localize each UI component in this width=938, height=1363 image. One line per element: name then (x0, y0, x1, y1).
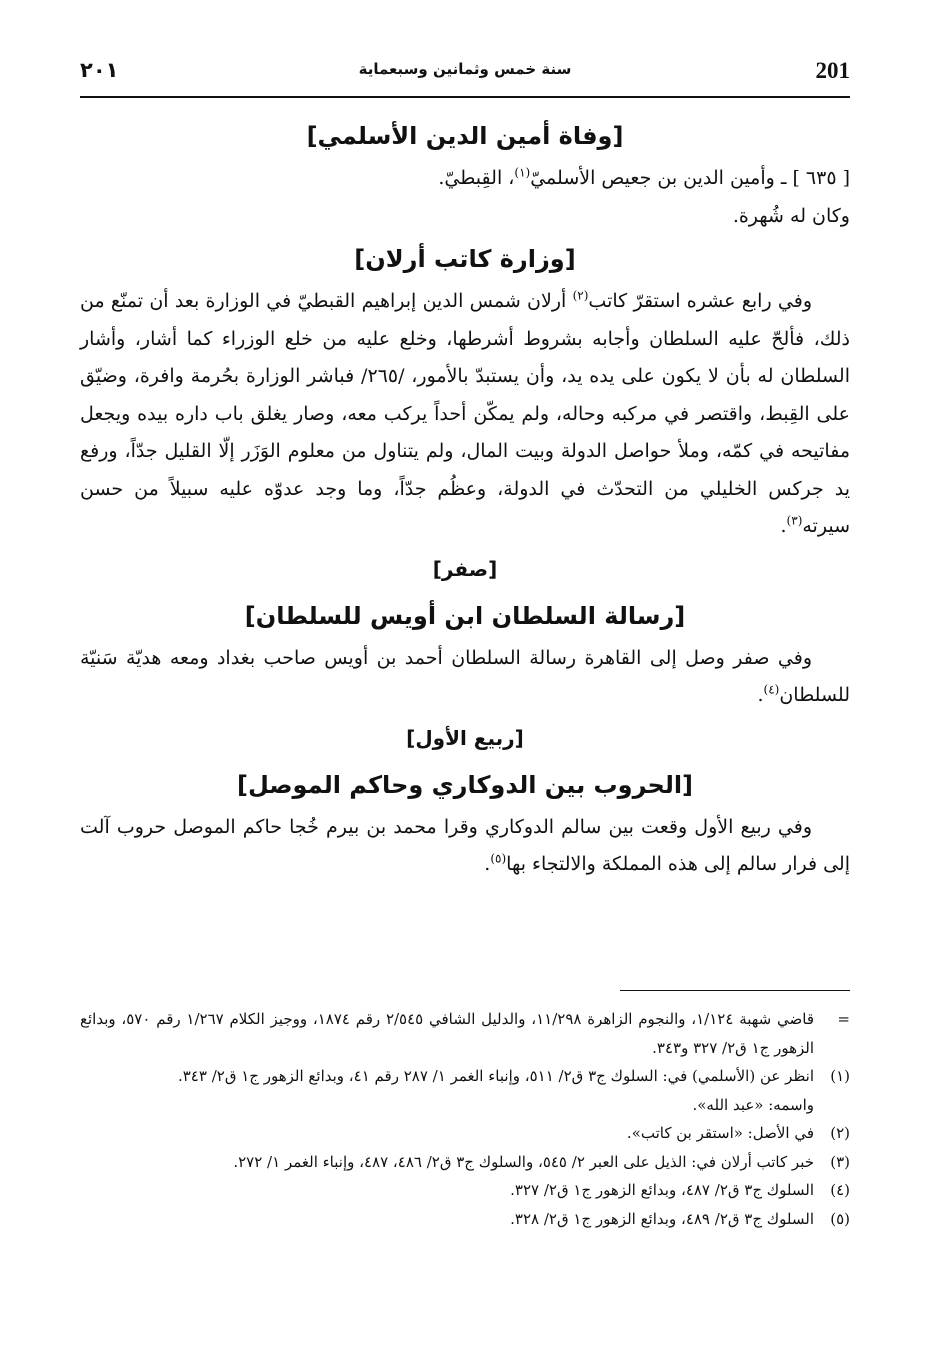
footnote-text: في الأصل: «استقر بن كاتب». (626, 1124, 814, 1142)
footnote-mark: (٤) (830, 1181, 850, 1199)
letter-text: وفي صفر وصل إلى القاهرة رسالة السلطان أحمد بن أويس صاحب بغداد ومعه هديّة سَنيّة للسلطان (80, 646, 850, 706)
footnote-mark: (٣) (830, 1152, 850, 1171)
footnote-mark: (٥) (830, 1209, 850, 1228)
page-number-latin: 201 (815, 58, 850, 83)
vizierate-text-a: وفي رابع عشره استقرّ كاتب (588, 290, 812, 312)
footnote (80, 1091, 850, 1120)
footnote-ref-2[interactable]: (٢) (572, 288, 589, 303)
letter-end: . (757, 684, 764, 706)
footnote-text: السلوك ج٣ ق٢/ ٤٨٧، وبدائع الزهور ج١ ق٢/ ٣٢٧. (510, 1181, 814, 1199)
paragraph-letter (80, 640, 850, 715)
vizierate-text-b: أرلان شمس الدين إبراهيم القبطيّ في الوزارة بعد أن تمنّع من ذلك، فألحّ عليه السلطان وأجابه بشروط أشرطها، وخلع عليه من خلع الوزراء كما أشار، وأشار السلطان له بأن لا يكون على يده يد، وأن يستبدّ بالأمور، /٢٦٥/ فباشر الوزارة بحُرمة وافرة، وضيّق على القِبط، واقتصر في مركبه وحاله، ولم يمكّن أحداً يركب معه، وصار يغلق باب داره بيده ويجعل مفاتيحه في كمّه، وملأ حواصل الدولة وبيت المال، ولم يتناول من معلوم الوَزَر إلّا القليل جدّاً، ورفع يد جركس الخليلي من التحدّث في الدولة، وعظُم جدّاً، وما وجد عدوّه عليه سبيلاً من حسن سيرته (80, 290, 850, 537)
footnote (80, 1176, 850, 1205)
footnote-ref-1[interactable]: (١) (514, 165, 531, 180)
footnote-text: انظر عن (الأسلمي) في: السلوك ج٣ ق٢/ ٥١١، وإنباء الغمر ١/ ٢٨٧ رقم ٤١، وبدائع الزهور ج١ ق٢/ ٣٤٣. (177, 1067, 814, 1085)
heading-wars-mosul: [الحروب بين الدوكاري وحاكم الموصل] (236, 770, 694, 799)
running-head (80, 56, 850, 98)
footnote-ref-5[interactable]: (٥) (490, 851, 507, 866)
vizierate-end: . (780, 515, 787, 537)
footnote-text: خبر كاتب أرلان في: الذيل على العبر ٢/ ٥٤٥، والسلوك ج٣ ق٢/ ٤٨٦، ٤٨٧، وإنباء الغمر ١/ ٢٧٢. (233, 1152, 814, 1171)
entry-635-end: ، القِبطيّ. (438, 167, 515, 189)
paragraph-vizierate (80, 283, 850, 546)
footnote-text: واسمه: «عبد الله». (692, 1095, 814, 1114)
footnote (80, 1119, 850, 1148)
heading-vizierate: [وزارة كاتب أرلان] (354, 245, 576, 273)
paragraph-fame: وكان له شُهرة. (732, 204, 850, 227)
paragraph-wars (80, 809, 850, 884)
page-number-arabic: ٢٠١ (80, 58, 119, 82)
wars-text: وفي ربيع الأول وقعت بين سالم الدوكاري وقرا محمد بن بيرم خُجا حاكم الموصل حروب آلت إلى فرار سالم إلى هذه المملكة والالتجاء بها (80, 815, 850, 875)
footnote-separator (620, 990, 850, 991)
heading-ibn-uways-letter: [رسالة السلطان ابن أويس للسلطان] (244, 601, 686, 630)
heading-death-amin-aldin: [وفاة أمين الدين الأسلمي] (306, 122, 624, 150)
footnote (80, 1005, 850, 1062)
running-title: سنة خمس وثمانين وسبعماية (358, 60, 572, 78)
heading-safar: [صفر] (432, 556, 498, 581)
footnote-mark: (٢) (830, 1124, 850, 1142)
main-text (80, 112, 850, 884)
footnote-ref-4[interactable]: (٤) (763, 682, 780, 697)
footnote-mark (814, 1091, 850, 1120)
footnote (80, 1062, 850, 1091)
footnotes (80, 1005, 850, 1233)
entry-635-text: [ ٦٣٥ ] ـ وأمين الدين بن جعيص الأسلميّ (530, 167, 850, 189)
footnote (80, 1148, 850, 1177)
footnote (80, 1205, 850, 1234)
footnote-mark: (١) (830, 1067, 850, 1085)
footnote-ref-3[interactable]: (٣) (786, 513, 803, 528)
footnote-text: السلوك ج٣ ق٢/ ٤٨٩، وبدائع الزهور ج١ ق٢/ ٣٢٨. (510, 1209, 814, 1228)
footnote-mark: = (837, 1010, 850, 1028)
footnote-text: قاضي شهبة ١/١٢٤، والنجوم الزاهرة ١١/٢٩٨، والدليل الشافي ٢/٥٤٥ رقم ١٨٧٤، ووجيز الكلام ١/٢٦٧ رقم ٥٧٠، وبدائع الزهور ج١ ق٢/ ٣٢٧ و٣٤٣. (80, 1010, 815, 1057)
wars-end: . (484, 853, 491, 875)
heading-rabi-al-awwal: [ربيع الأول] (406, 725, 524, 750)
entry-635 (80, 160, 850, 198)
